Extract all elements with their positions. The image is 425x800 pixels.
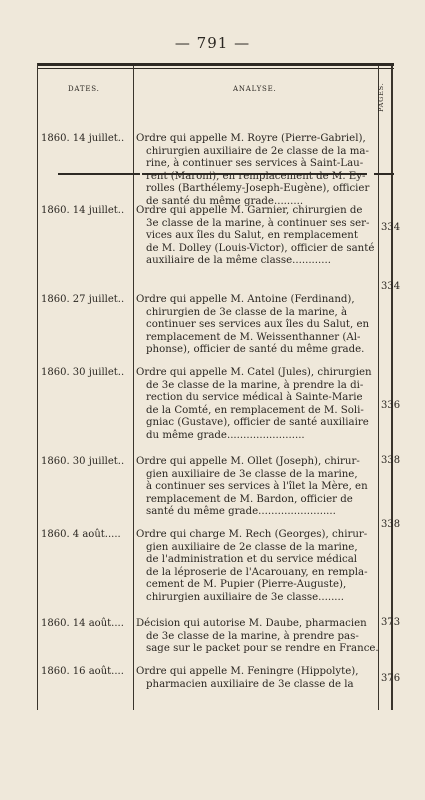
- analysis-line: de santé du même grade.........: [146, 195, 304, 207]
- analysis-line: cement de M. Pupier (Pierre-Auguste),: [146, 579, 347, 591]
- entry-analysis: [136, 205, 376, 268]
- analysis-line: vices aux îles du Salut, en remplacement: [146, 230, 358, 242]
- header-rule-dates: [58, 173, 140, 175]
- entry-analysis: [136, 666, 376, 691]
- header-dates: DATES.: [68, 85, 100, 93]
- analysis-line: remplacement de M. Bardon, officier de: [146, 493, 353, 505]
- analysis-line: remplacement de M. Weissenthanner (Al-: [146, 331, 361, 343]
- table-top-rule: [38, 63, 394, 66]
- analysis-line: de la Comté, en remplacement de M. Soli-: [146, 404, 364, 416]
- entry-analysis: [136, 618, 379, 656]
- analysis-line: phonse), officier de santé du même grade.: [146, 344, 365, 356]
- analysis-line: sage sur le packet pour se rendre en France.: [146, 643, 379, 655]
- analysis-line: gien auxiliaire de 3e classe de la marine,: [146, 468, 358, 480]
- analysis-line: rection du service médical à Sainte-Marie: [146, 392, 363, 404]
- entry-date: 1860. 16 août....: [41, 666, 124, 677]
- entry-analysis: [136, 294, 376, 357]
- analysis-line: rolles (Barthélemy-Joseph-Eugène), officier: [146, 183, 370, 195]
- analysis-line: Ordre qui appelle M. Antoine (Ferdinand),: [136, 294, 355, 305]
- analysis-line: Ordre qui appelle M. Royre (Pierre-Gabriel),: [136, 133, 366, 144]
- entry-date: 1860. 14 août....: [41, 618, 124, 629]
- analysis-line: continuer ses services aux îles du Salut, en: [146, 319, 370, 331]
- entry-analysis: [136, 456, 376, 519]
- analysis-line: gien auxiliaire de 2e classe de la marine,: [146, 541, 358, 553]
- analysis-line: chirurgien auxiliaire de 2e classe de la ma-: [146, 145, 369, 157]
- entry-date: 1860. 27 juillet..: [41, 294, 125, 305]
- analysis-line: de l'administration et du service médical: [146, 554, 358, 566]
- entry-page-number: 336: [381, 400, 401, 411]
- table-right-border: [391, 66, 393, 710]
- analysis-line: Décision qui autorise M. Daube, pharmacien: [136, 618, 367, 629]
- analysis-line: chirurgien de 3e classe de la marine, à: [146, 306, 348, 318]
- analysis-line: chirurgien auxiliaire de 3e classe........: [146, 591, 345, 603]
- analysis-line: Ordre qui charge M. Rech (Georges), chirur-: [136, 529, 368, 540]
- entry-analysis: [136, 367, 376, 443]
- entry-page-number: 334: [381, 222, 401, 233]
- analysis-line: pharmacien auxiliaire de 3e classe de la: [146, 678, 354, 690]
- header-analyse: ANALYSE.: [233, 85, 277, 93]
- index-table: [37, 63, 401, 710]
- analysis-line: auxiliaire de la même classe............: [146, 255, 331, 267]
- header-pages: PAGES.: [377, 82, 385, 113]
- entry-page-number: 338: [381, 455, 401, 466]
- entry-date: 1860. 30 juillet..: [41, 367, 125, 378]
- entry-page-number: 373: [381, 617, 401, 628]
- table-top-rule-thin: [38, 68, 394, 69]
- entry-analysis: [136, 529, 376, 605]
- analysis-line: Ordre qui appelle M. Ollet (Joseph), chirur-: [136, 456, 360, 467]
- column-divider-dates: [133, 66, 134, 710]
- analysis-line: 3e classe de la marine, à continuer ses ser-: [146, 217, 370, 229]
- analysis-line: Ordre qui appelle M. Catel (Jules), chirurgien: [136, 367, 372, 378]
- analysis-line: du même grade........................: [146, 429, 305, 441]
- entry-analysis: [136, 133, 376, 209]
- entry-page-number: 334: [381, 281, 401, 292]
- analysis-line: rent (Maroni), en remplacement de M. Ey-: [146, 170, 366, 182]
- analysis-line: à continuer ses services à l'îlet la Mère, en: [146, 481, 368, 493]
- entry-page-number: 376: [381, 673, 401, 684]
- analysis-line: gniac (Gustave), officier de santé auxiliaire: [146, 417, 369, 429]
- entry-page-number: 338: [381, 519, 401, 530]
- analysis-line: santé du même grade........................: [146, 506, 336, 518]
- page-number: — 791 —: [174, 34, 251, 52]
- entry-date: 1860. 14 juillet..: [41, 133, 125, 144]
- analysis-line: rine, à continuer ses services à Saint-Lau-: [146, 158, 364, 170]
- column-divider-pages: [378, 66, 379, 710]
- analysis-line: de 3e classe de la marine, à prendre pas-: [146, 630, 359, 642]
- analysis-line: de la léproserie de l'Acarouany, en rempla-: [146, 566, 368, 578]
- header-rule-pages: [374, 173, 394, 175]
- entry-date: 1860. 30 juillet..: [41, 456, 125, 467]
- entry-date: 1860. 14 juillet..: [41, 205, 125, 216]
- entry-date: 1860. 4 août.....: [41, 529, 121, 540]
- analysis-line: de 3e classe de la marine, à prendre la di-: [146, 379, 364, 391]
- analysis-line: Ordre qui appelle M. Garnier, chirurgien de: [136, 205, 363, 216]
- analysis-line: Ordre qui appelle M. Feningre (Hippolyte),: [136, 666, 359, 677]
- analysis-line: de M. Dolley (Louis-Victor), officier de santé: [146, 242, 375, 254]
